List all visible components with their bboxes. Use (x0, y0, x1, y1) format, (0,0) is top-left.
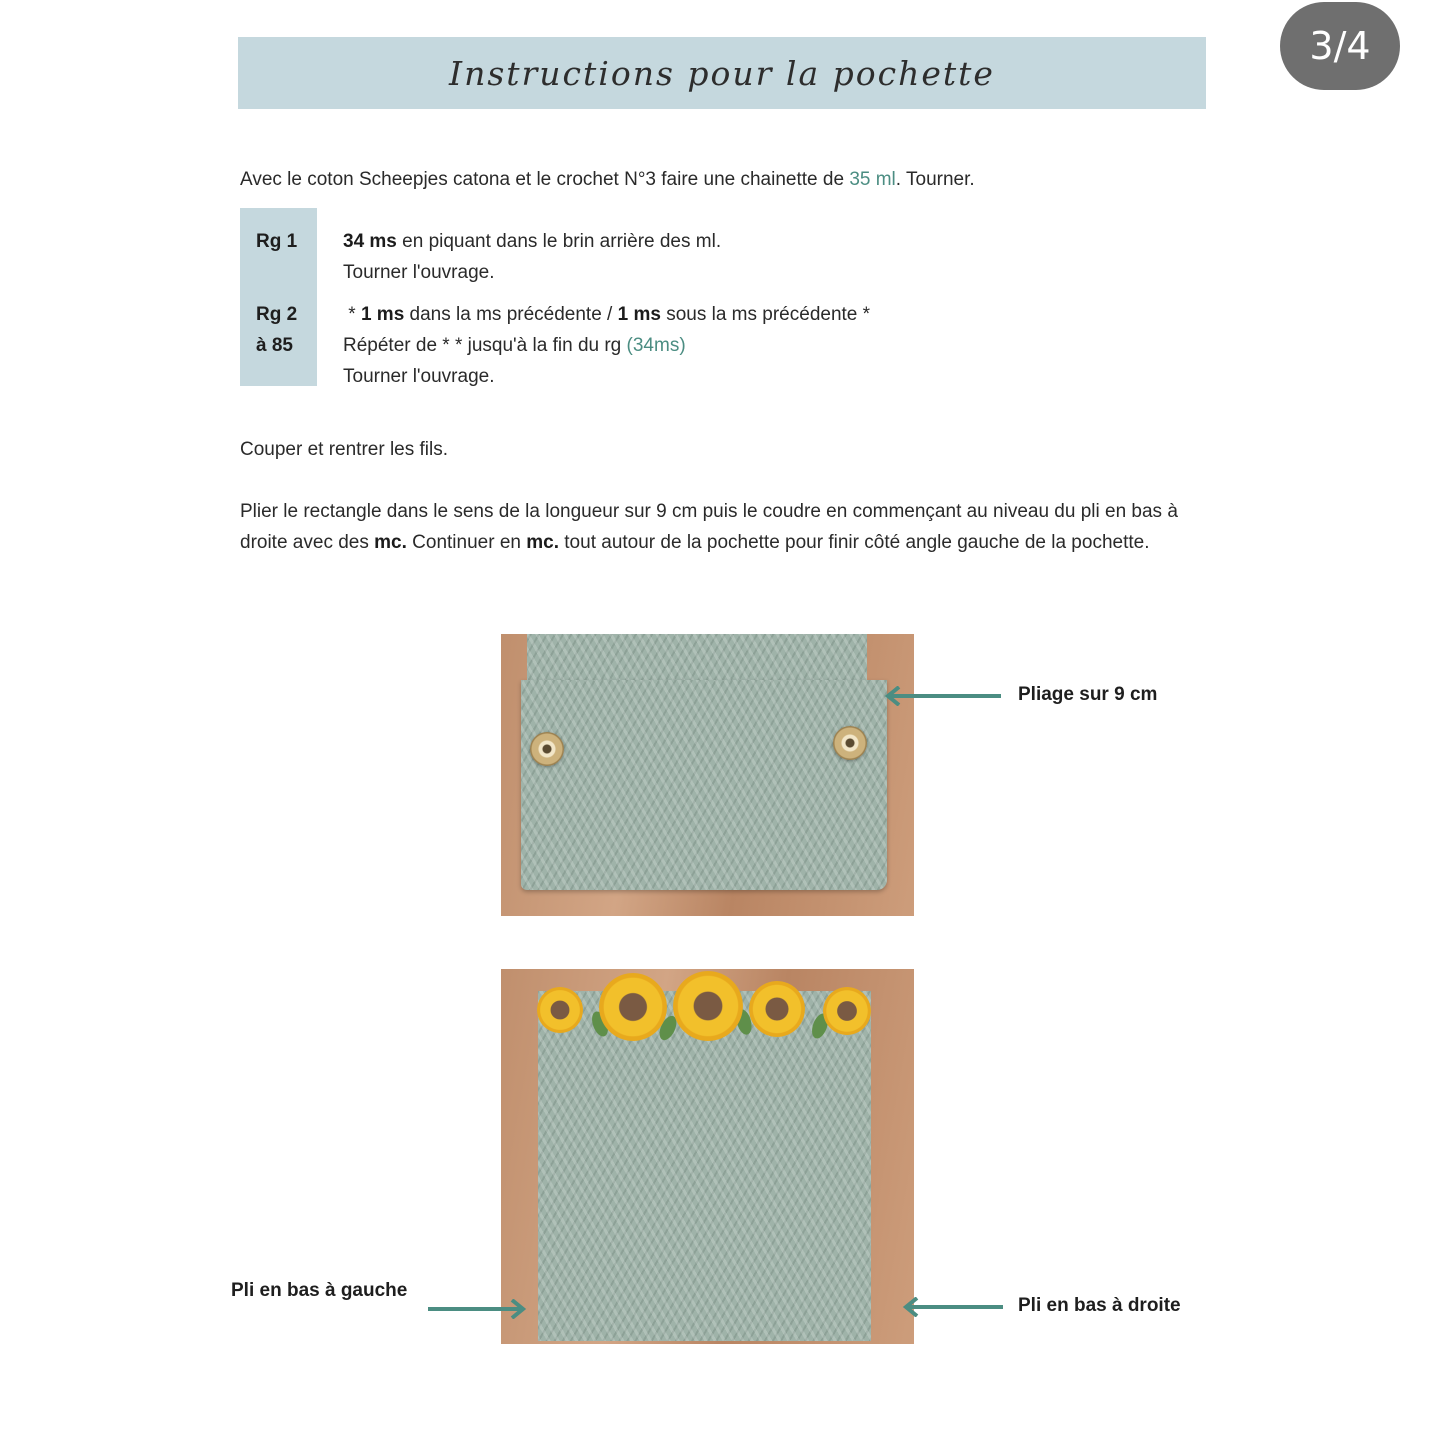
magnetic-snap-right (833, 726, 867, 760)
callout-fold: Pliage sur 9 cm (1018, 684, 1158, 705)
sunflower (599, 973, 667, 1041)
row-2-turn: Tourner l'ouvrage. (343, 366, 495, 387)
sunflower (749, 981, 805, 1037)
photo-folded-rectangle (501, 634, 914, 916)
sunflower (823, 987, 871, 1035)
callout-bottom-right: Pli en bas à droite (1018, 1295, 1181, 1316)
sunflower (537, 987, 583, 1033)
arrow-right-icon (428, 1299, 528, 1319)
row-1-turn: Tourner l'ouvrage. (343, 262, 495, 283)
title-band (238, 37, 1206, 109)
fold-paragraph: Plier le rectangle dans le sens de la longueur sur 9 cm puis le coudre en commençant au niveau du pli en bas à droite avec des mc. Continuer en mc. tout autour de la pochette pour finir côté angle gauche de la pochette. (240, 501, 1178, 553)
row-1-instruction: 34 ms en piquant dans le brin arrière des ml. (343, 231, 722, 252)
row-2-instruction: * 1 ms dans la ms précédente / 1 ms sous la ms précédente * (343, 304, 871, 325)
crochet-fabric-fold (521, 680, 887, 890)
page-title: Instructions pour la pochette (449, 53, 995, 93)
stitch-count: (34ms) (626, 335, 686, 356)
row-1-label: Rg 1 (256, 231, 298, 252)
intro-paragraph: Avec le coton Scheepjes catona et le crochet N°3 faire une chainette de 35 ml. Tourner. (240, 169, 975, 190)
crochet-fabric-top (527, 634, 867, 684)
row-2-label-range: à 85 (256, 335, 293, 356)
row-2-label: Rg 2 (256, 304, 298, 325)
cut-threads-text: Couper et rentrer les fils. (240, 439, 449, 460)
callout-bottom-left: Pli en bas à gauche (231, 1280, 408, 1301)
chain-count: 35 ml (849, 169, 896, 190)
magnetic-snap-left (530, 732, 564, 766)
row-2-repeat: Répéter de * * jusqu'à la fin du rg (34ms) (343, 335, 686, 356)
photo-sewn-pouch (501, 969, 914, 1344)
page-counter: 3/4 (1280, 2, 1400, 90)
arrow-left-icon (901, 1297, 1003, 1317)
sunflower (673, 971, 743, 1041)
arrow-left-icon (883, 686, 1003, 706)
crochet-pouch (538, 991, 871, 1341)
